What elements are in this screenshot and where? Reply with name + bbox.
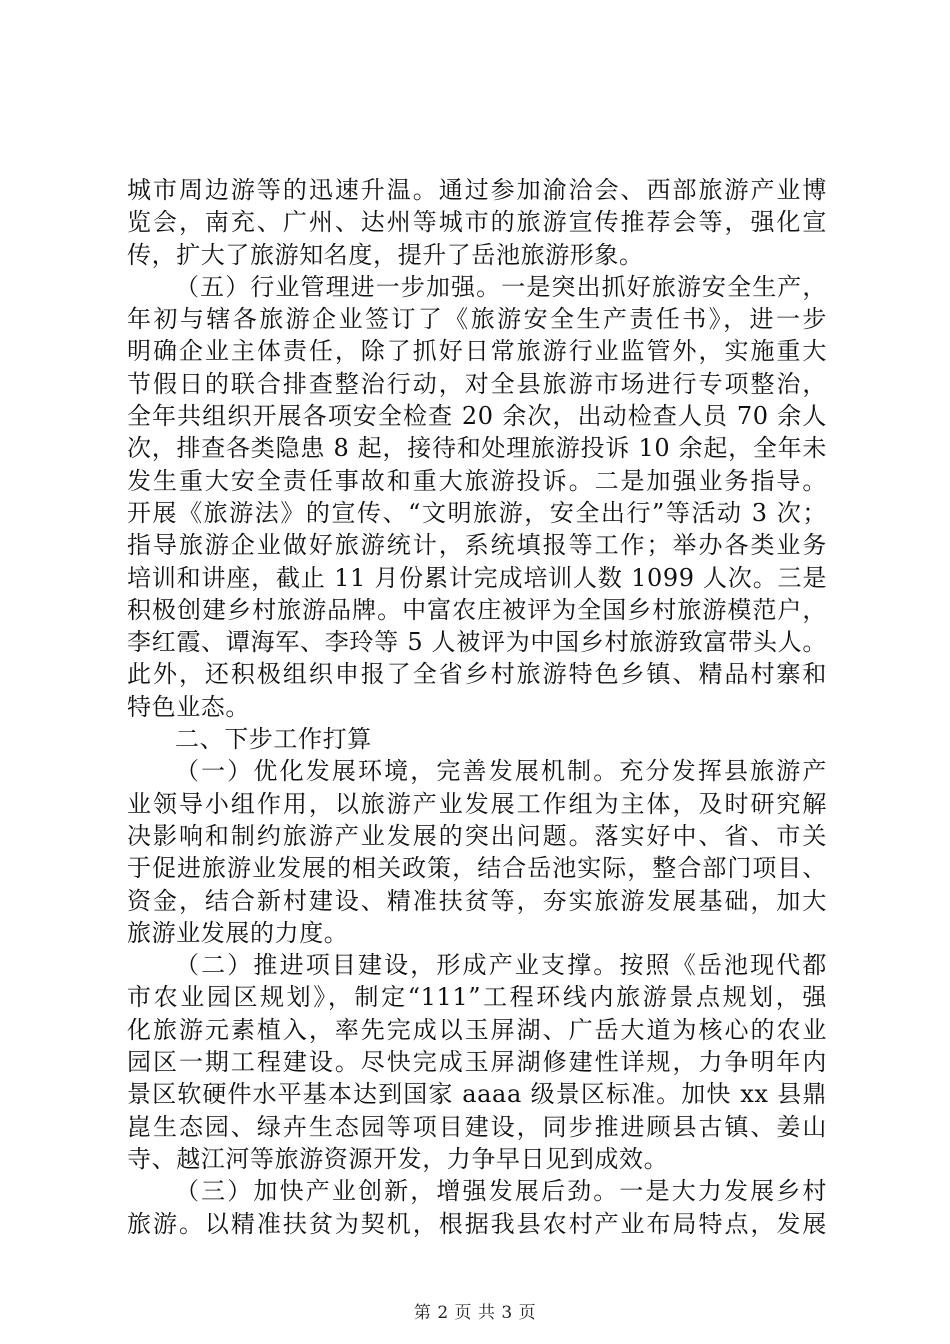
text-line: 景区软硬件水平基本达到国家 aaaa 级景区标准。加快 xx 县鼎 bbox=[127, 1080, 827, 1109]
text-line: （二）推进项目建设，形成产业支撑。按照《岳池现代都 bbox=[175, 951, 827, 980]
text-line: 此外，还积极组织申报了全省乡村旅游特色乡镇、精品村寨和 bbox=[127, 660, 827, 689]
text-line: 李红霞、谭海军、李玲等 5 人被评为中国乡村旅游致富带头人。 bbox=[127, 628, 827, 657]
text-line: 城市周边游等的迅速升温。通过参加渝洽会、西部旅游产业博 bbox=[127, 176, 827, 204]
page-footer: 第 2 页 共 3 页 bbox=[413, 1303, 537, 1323]
text-line: 传，扩大了旅游知名度，提升了岳池旅游形象。 bbox=[127, 240, 644, 269]
text-line: 明确企业主体责任，除了抓好日常旅游行业监管外，实施重大 bbox=[127, 337, 827, 366]
text-line: 寺、越江河等旅游资源开发，力争早日见到成效。 bbox=[127, 1144, 669, 1173]
text-line: 市农业园区规划》，制定“111”工程环线内旅游景点规划，强 bbox=[127, 983, 827, 1012]
text-line: 旅游。以精准扶贫为契机，根据我县农村产业布局特点，发展 bbox=[127, 1209, 827, 1238]
text-line: 于促进旅游业发展的相关政策，结合岳池实际，整合部门项目、 bbox=[127, 854, 827, 883]
text-line: 二、下步工作打算 bbox=[175, 725, 372, 754]
text-line: 培训和讲座，截止 11 月份累计完成培训人数 1099 人次。三是 bbox=[127, 563, 827, 592]
text-line: 决影响和制约旅游产业发展的突出问题。落实好中、省、市关 bbox=[127, 821, 827, 850]
text-line: 年初与辖各旅游企业签订了《旅游安全生产责任书》，进一步 bbox=[127, 305, 827, 334]
text-line: 次，排查各类隐患 8 起，接待和处理旅游投诉 10 余起，全年未 bbox=[127, 434, 827, 463]
document-body bbox=[127, 174, 827, 1240]
text-line: （三）加快产业创新，增强发展后劲。一是大力发展乡村 bbox=[175, 1177, 827, 1206]
text-line: 特色业态。 bbox=[127, 692, 250, 721]
text-line: 园区一期工程建设。尽快完成玉屏湖修建性详规，力争明年内 bbox=[127, 1048, 827, 1077]
text-line: 发生重大安全责任事故和重大旅游投诉。二是加强业务指导。 bbox=[127, 466, 827, 495]
text-line: 资金，结合新村建设、精准扶贫等，夯实旅游发展基础，加大 bbox=[127, 886, 827, 915]
text-line: 览会，南充、广州、达州等城市的旅游宣传推荐会等，强化宣 bbox=[127, 208, 827, 237]
text-line: 化旅游元素植入，率先完成以玉屏湖、广岳大道为核心的农业 bbox=[127, 1015, 827, 1044]
text-line: 指导旅游企业做好旅游统计，系统填报等工作；举办各类业务 bbox=[127, 531, 827, 560]
text-line: 旅游业发展的力度。 bbox=[127, 918, 349, 947]
text-line: 开展《旅游法》的宣传、“文明旅游，安全出行”等活动 3 次； bbox=[127, 498, 827, 527]
text-line: 节假日的联合排查整治行动，对全县旅游市场进行专项整治， bbox=[127, 369, 827, 398]
text-line: （一）优化发展环境，完善发展机制。充分发挥县旅游产 bbox=[175, 757, 827, 786]
text-line: 全年共组织开展各项安全检查 20 余次，出动检查人员 70 余人 bbox=[127, 402, 827, 431]
text-line: 业领导小组作用，以旅游产业发展工作组为主体，及时研究解 bbox=[127, 789, 827, 818]
text-line: （五）行业管理进一步加强。一是突出抓好旅游安全生产， bbox=[175, 272, 827, 301]
text-line: 崑生态园、绿卉生态园等项目建设，同步推进顾县古镇、姜山 bbox=[127, 1112, 827, 1141]
text-line: 积极创建乡村旅游品牌。中富农庄被评为全国乡村旅游模范户， bbox=[127, 595, 827, 624]
